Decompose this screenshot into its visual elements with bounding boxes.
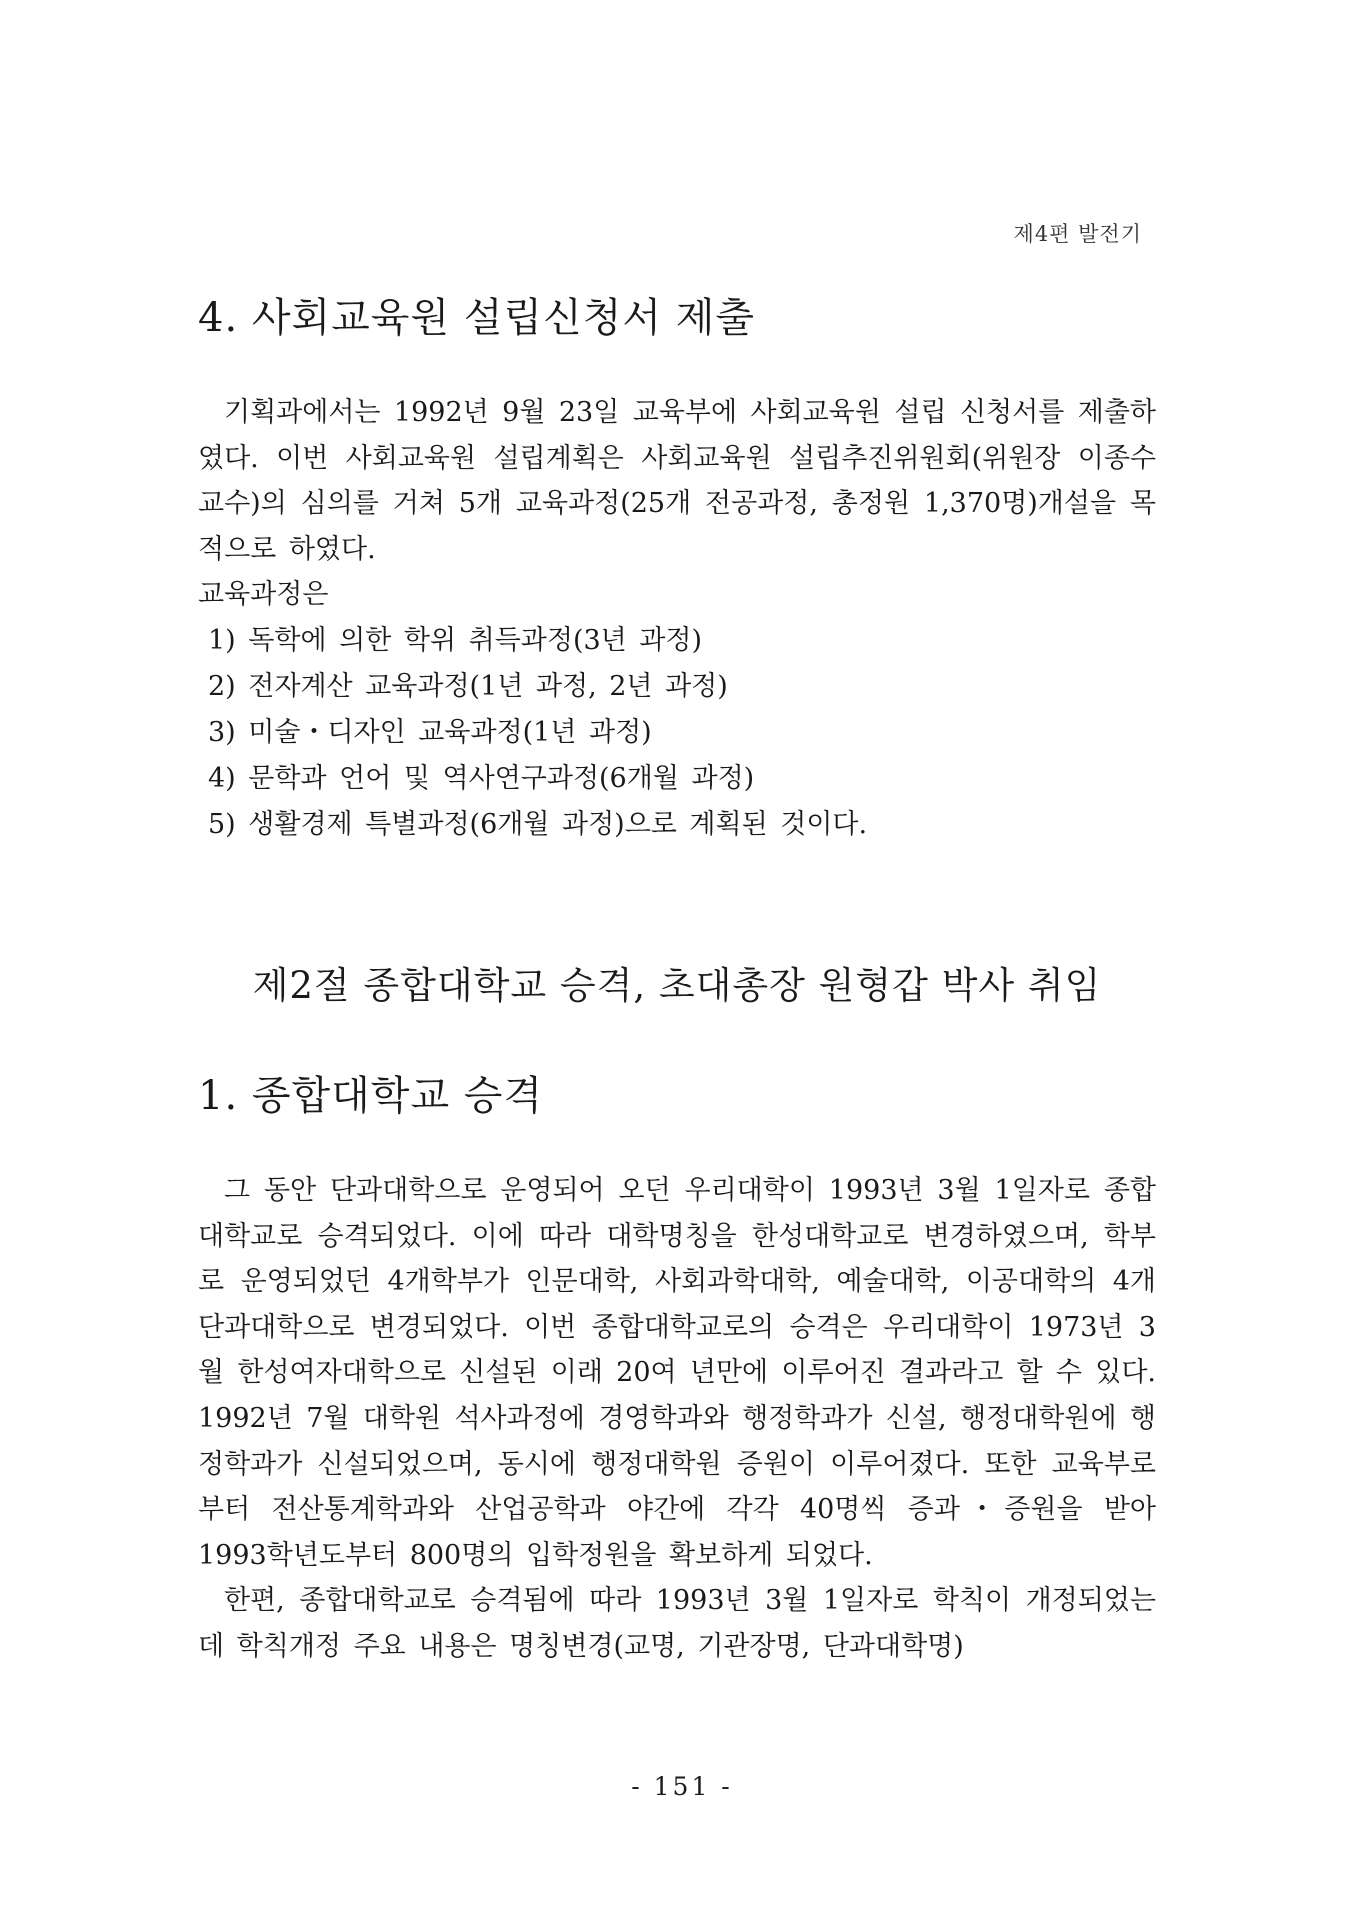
list-item: 3) 미술・디자인 교육과정(1년 과정)	[208, 716, 652, 748]
page-content	[198, 290, 1156, 1670]
body-paragraph: 그 동안 단과대학으로 운영되어 오던 우리대학이 1993년 3월 1일자로 종합대학교로 승격되었다. 이에 따라 대학명칭을 한성대학교로 변경하였으며, 학부로 운영되었던 4개학부가 인문대학, 사회과학대학, 예술대학, 이공대학의 4개 단과대학으로 변경되었다. 이번 종합대학교로의 승격은 우리대학이 1973년 3월 한성여자대학으로 신설된 이래 20여 년만에 이루어진 결과라고 할 수 있다. 1992년 7월 대학원 석사과정에 경영학과와 행정학과가 신설, 행정대학원에 행정학과가 신설되었으며, 동시에 행정대학원 증원이 이루어졌다. 또한 교육부로부터 전산통계학과와 산업공학과 야간에 각각 40명씩 증과・증원을 받아 1993학년도부터 800명의 입학정원을 확보하게 되었다.	[198, 1174, 1156, 1571]
page-number: - 151 -	[631, 1772, 733, 1801]
subsection-heading: 1. 종합대학교 승격	[198, 1072, 544, 1119]
chapter-heading: 제2절 종합대학교 승격, 초대총장 원형갑 박사 취임	[252, 963, 1102, 1007]
list-item: 2) 전자계산 교육과정(1년 과정, 2년 과정)	[208, 670, 728, 702]
section-heading: 4. 사회교육원 설립신청서 제출	[198, 295, 755, 341]
list-item: 4) 문학과 언어 및 역사연구과정(6개월 과정)	[208, 762, 755, 794]
running-header: 제4편 발전기	[1013, 222, 1142, 246]
body-paragraph: 기획과에서는 1992년 9월 23일 교육부에 사회교육원 설립 신청서를 제출하였다. 이번 사회교육원 설립계획은 사회교육원 설립추진위원회(위원장 이종수 교수)의 심의를 거쳐 5개 교육과정(25개 전공과정, 총정원 1,370명)개설을 목적으로 하였다.	[198, 397, 1156, 565]
list-intro: 교육과정은	[198, 579, 329, 611]
list-item: 1) 독학에 의한 학위 취득과정(3년 과정)	[208, 624, 703, 656]
curriculum-list	[208, 618, 1156, 848]
body-paragraph: 한편, 종합대학교로 승격됨에 따라 1993년 3월 1일자로 학칙이 개정되었는데 학칙개정 주요 내용은 명칭변경(교명, 기관장명, 단과대학명)	[198, 1585, 1156, 1662]
list-item: 5) 생활경제 특별과정(6개월 과정)으로 계획된 것이다.	[208, 808, 868, 840]
